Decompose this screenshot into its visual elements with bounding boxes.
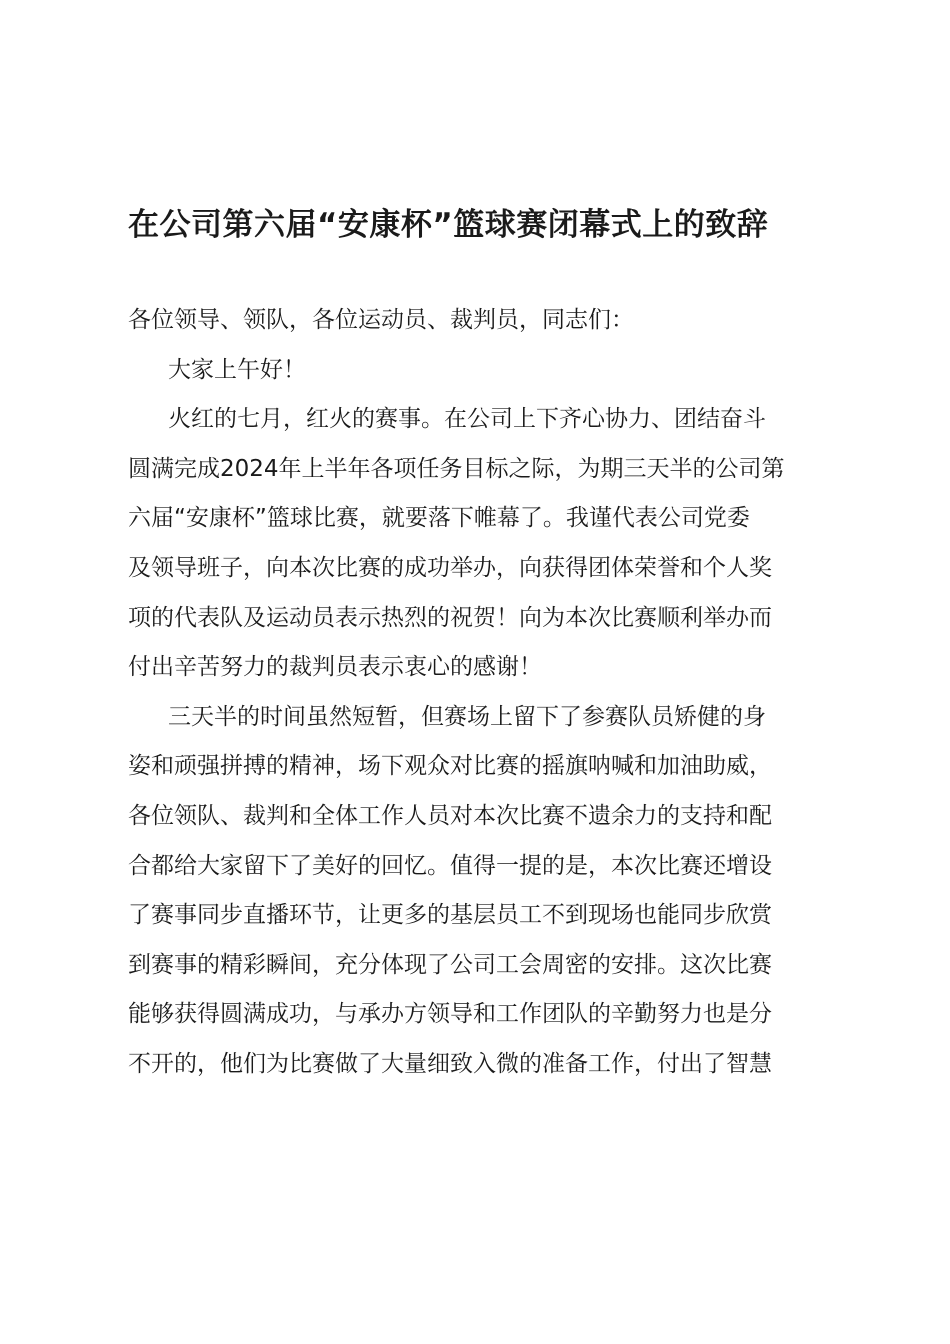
paragraph-line: 不开的，他们为比赛做了大量细致入微的准备工作，付出了智慧 bbox=[128, 1050, 772, 1077]
paragraph-line: 圆满完成2024年上半年各项任务目标之际，为期三天半的公司第 bbox=[128, 455, 785, 482]
document-title: 在公司第六届“安康杯”篮球赛闭幕式上的致辞 bbox=[128, 207, 769, 243]
paragraph-line: 各位领队、裁判和全体工作人员对本次比赛不遗余力的支持和配 bbox=[128, 802, 772, 829]
paragraph-1 bbox=[128, 395, 844, 693]
paragraph-line: 项的代表队及运动员表示热烈的祝贺！向为本次比赛顺利举办而 bbox=[128, 604, 772, 631]
paragraph-line: 六届“安康杯”篮球比赛，就要落下帷幕了。我谨代表公司党委 bbox=[128, 505, 750, 532]
paragraph-line: 了赛事同步直播环节，让更多的基层员工不到现场也能同步欣赏 bbox=[128, 902, 772, 929]
document-body bbox=[128, 296, 844, 1090]
greeting-line: 大家上午好！ bbox=[168, 356, 306, 383]
paragraph-line: 合都给大家留下了美好的回忆。值得一提的是，本次比赛还增设 bbox=[128, 852, 772, 879]
paragraph-2 bbox=[128, 693, 844, 1090]
paragraph-line: 三天半的时间虽然短暂，但赛场上留下了参赛队员矫健的身 bbox=[168, 703, 766, 730]
paragraph-line: 及领导班子，向本次比赛的成功举办，向获得团体荣誉和个人奖 bbox=[128, 554, 772, 581]
paragraph-line: 姿和顽强拼搏的精神，场下观众对比赛的摇旗呐喊和加油助威， bbox=[128, 753, 772, 780]
paragraph-line: 火红的七月，红火的赛事。在公司上下齐心协力、团结奋斗 bbox=[168, 406, 766, 433]
paragraph-line: 付出辛苦努力的裁判员表示衷心的感谢！ bbox=[128, 654, 542, 681]
paragraph-line: 到赛事的精彩瞬间，充分体现了公司工会周密的安排。这次比赛 bbox=[128, 951, 772, 978]
salutation-line: 各位领导、领队，各位运动员、裁判员，同志们： bbox=[128, 307, 634, 333]
paragraph-line: 能够获得圆满成功，与承办方领导和工作团队的辛勤努力也是分 bbox=[128, 1001, 772, 1028]
